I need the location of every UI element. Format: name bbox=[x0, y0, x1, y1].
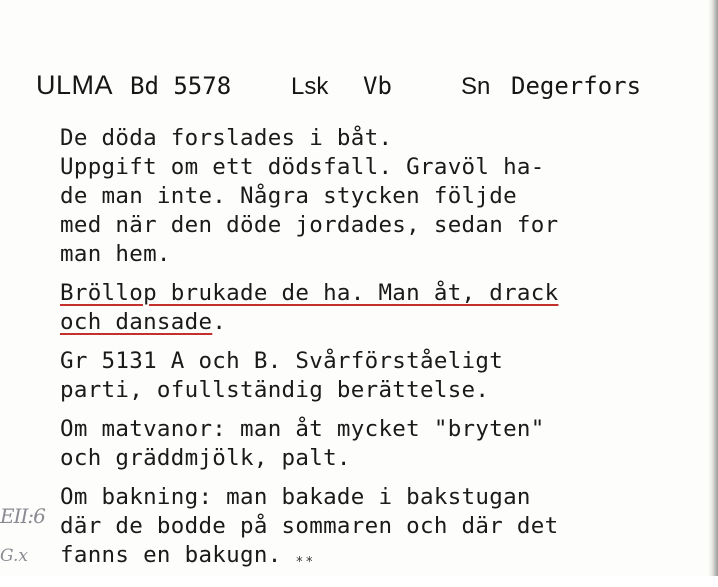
text-line: Om bakning: man bakade i bakstugan bbox=[60, 484, 531, 510]
line-tail: . bbox=[212, 309, 227, 335]
underlined-line: och dansade bbox=[60, 309, 213, 335]
paragraph-wedding bbox=[60, 279, 680, 337]
volume-number: Bd 5578 bbox=[130, 72, 232, 100]
margin-note-secondary: G.x bbox=[0, 546, 28, 566]
province-label: Lsk bbox=[291, 73, 329, 100]
archive-code: ULMA bbox=[36, 70, 114, 100]
parish-value: Degerfors bbox=[511, 72, 642, 100]
text-line: de man inte. Några stycken följde bbox=[60, 183, 517, 209]
text-line: Uppgift om ett dödsfall. Gravöl ha- bbox=[60, 154, 545, 180]
text-line: man hem. bbox=[60, 241, 171, 267]
paragraph-recording-note bbox=[60, 347, 680, 405]
paragraph-baking bbox=[60, 483, 680, 577]
paragraph-funeral-boat bbox=[60, 124, 680, 269]
province-value: Vb bbox=[363, 72, 392, 100]
card-edge bbox=[708, 0, 718, 576]
margin-note-classification: EII:6 bbox=[0, 504, 45, 528]
text-line: där de bodde på sommaren och där det bbox=[60, 513, 559, 539]
text-line: De döda forslades i båt. bbox=[60, 125, 393, 151]
paragraph-food-habits bbox=[60, 415, 680, 473]
text-line: med när den döde jordades, sedan for bbox=[60, 212, 559, 238]
underlined-line: Bröllop brukade de ha. Man åt, drack bbox=[60, 280, 559, 306]
parish-label: Sn bbox=[461, 73, 491, 100]
text-line: parti, ofullständig berättelse. bbox=[60, 377, 490, 403]
asterisk-marker: ** bbox=[295, 555, 316, 570]
text-line: och gräddmjölk, palt. bbox=[60, 445, 351, 471]
text-line: Gr 5131 A och B. Svårförståeligt bbox=[60, 348, 504, 374]
text-line: fanns en bakugn. bbox=[60, 542, 282, 568]
card-header bbox=[36, 70, 678, 110]
text-line: Om matvanor: man åt mycket "bryten" bbox=[60, 416, 545, 442]
card-body bbox=[60, 124, 680, 587]
